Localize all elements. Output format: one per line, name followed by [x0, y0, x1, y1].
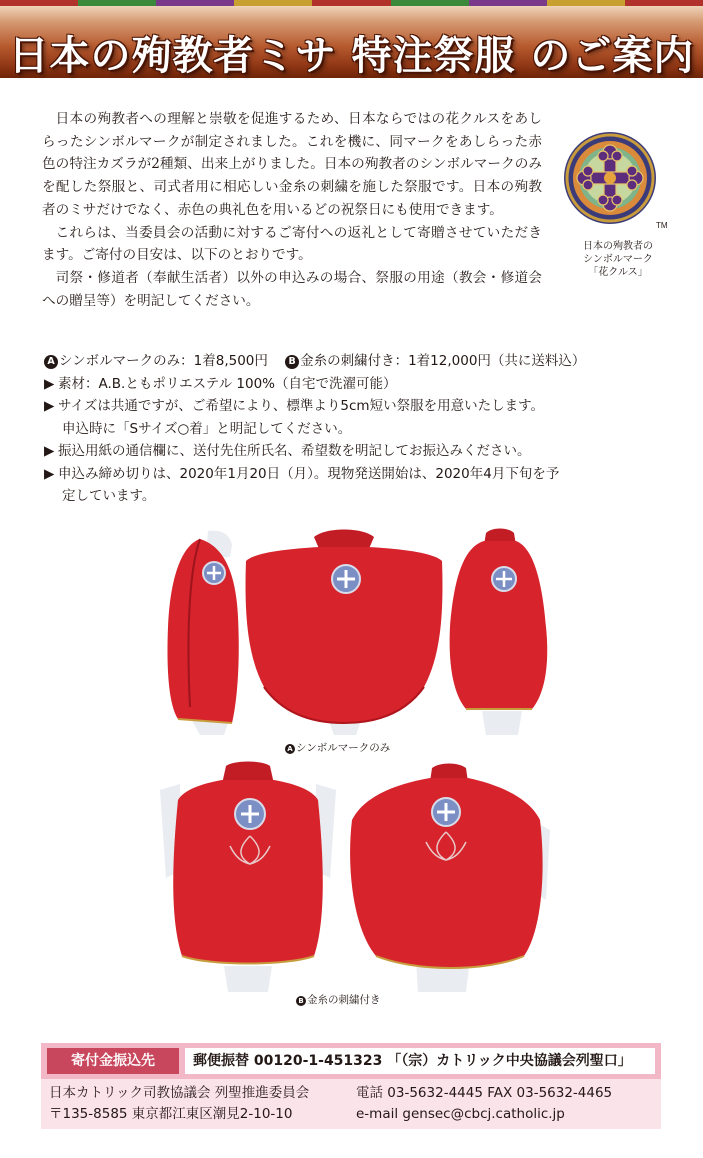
donation-transfer-label: 寄付金振込先	[47, 1048, 179, 1074]
option-b-price: 金糸の刺繍付き：1着12,000円（共に送料込）	[300, 353, 586, 369]
caption-b-text: 金糸の刺繍付き	[307, 994, 381, 1006]
vestment-b-back-photo	[346, 760, 554, 992]
intro-paragraph-3: 司祭・修道者（奉献生活者）以外の申込みの場合、祭服の用途（教会・修道会への贈呈等）を明記してください。	[42, 269, 542, 309]
material-text: 素材：A.B.ともポリエステル 100%（自宅で洗濯可能）	[58, 375, 397, 392]
payment-row	[44, 440, 684, 463]
organization-info	[49, 1083, 309, 1125]
payment-text: 振込用紙の通信欄に、送付先住所氏名、希望数を明記してお振込みください。	[58, 443, 531, 459]
symbol-caption-line-2: シンボルマーク	[583, 254, 653, 265]
vestment-b-front-photo	[160, 760, 336, 992]
intro-paragraph-1: 日本の殉教者への理解と崇敬を促進するため、日本ならではの花クルスをあしらったシンボルマークが制定されました。これを機に、同マークをあしらった赤色の特注カズラが2種類、出来上がりました。日本の殉教者のシンボルマークのみを配した祭服と、司式者用に相応しい金糸の刺繍を施した祭服です。日本の殉教者のミサだけでなく、赤色の典礼色を用いるどの祝祭日にも使用できます。	[42, 111, 542, 218]
hana-kurusu-symbol-icon	[560, 130, 676, 238]
caption-a-text: シンボルマークのみ	[296, 742, 391, 754]
tm-mark: TM	[656, 221, 668, 230]
caption-a	[285, 740, 390, 755]
symbol-mark-box	[558, 130, 678, 279]
intro-text	[42, 108, 542, 312]
material-row	[44, 373, 684, 396]
intro-paragraph-2: これらは、当委員会の活動に対するご寄付への返礼として寄贈させていただきます。ご寄付の目安は、以下のとおりです。	[42, 224, 542, 264]
caption-b	[296, 992, 381, 1007]
size-text: サイズは共通ですが、ご希望により、標準より5cm短い祭服を用意いたします。	[58, 398, 545, 414]
organization-address: 〒135-8585 東京都江東区潮見2-10-10	[49, 1106, 293, 1122]
caption-b-badge: B	[296, 996, 306, 1006]
bullet-icon: ▶	[44, 443, 55, 459]
option-a-price: シンボルマークのみ：1着8,500円	[59, 353, 268, 369]
bullet-icon: ▶	[44, 375, 55, 392]
organization-name: 日本カトリック司教協議会 列聖推進委員会	[49, 1085, 310, 1101]
contact-info	[41, 1079, 661, 1129]
symbol-caption	[558, 240, 678, 279]
symbol-caption-line-3: 「花クルス」	[588, 267, 648, 278]
spec-list	[44, 350, 684, 508]
deadline-row-cont: 定しています。	[62, 488, 156, 504]
vestment-a-side-photo	[160, 527, 244, 735]
bullet-icon: ▶	[44, 398, 55, 414]
deadline-row	[44, 463, 684, 486]
bullet-icon: ▶	[44, 465, 55, 482]
email-address[interactable]: e-mail gensec@cbcj.catholic.jp	[356, 1106, 565, 1122]
size-row	[44, 395, 684, 418]
donation-transfer-bar	[41, 1043, 661, 1079]
caption-a-badge: A	[285, 744, 295, 754]
vestment-a-front-photo	[244, 527, 444, 735]
phone-fax: 電話 03-5632-4445 FAX 03-5632-4465	[356, 1085, 613, 1101]
vestment-a-back-photo	[446, 527, 550, 735]
deadline-text: 申込み締め切りは、2020年1月20日（月）。現物発送開始は、2020年4月下旬を予	[58, 465, 560, 482]
contact-details	[356, 1083, 612, 1125]
page-title: 日本の殉教者ミサ 特注祭服 のご案内	[8, 32, 695, 79]
option-b-badge: B	[285, 355, 299, 369]
price-row	[44, 350, 684, 373]
option-a-badge: A	[44, 355, 58, 369]
size-row-cont: 申込時に「Sサイズ○着」と明記してください。	[62, 420, 352, 437]
donation-transfer-account: 郵便振替 00120-1-451323 「（宗）カトリック中央協議会列聖口」	[185, 1048, 655, 1074]
symbol-caption-line-1: 日本の殉教者の	[583, 241, 653, 252]
title-banner	[0, 6, 703, 78]
